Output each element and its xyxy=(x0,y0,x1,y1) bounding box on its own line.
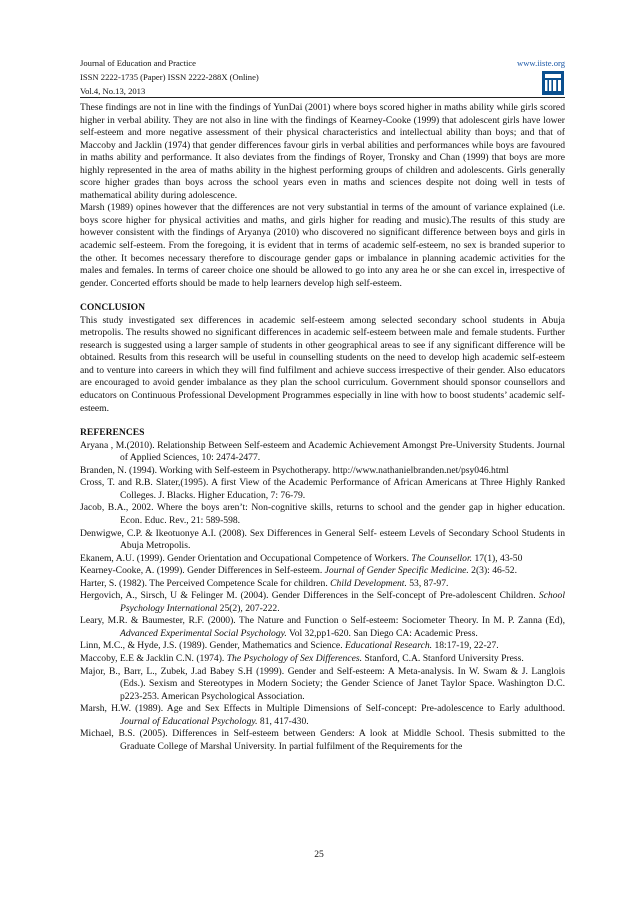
reference-item xyxy=(80,465,565,478)
reference-text: 2(3): 46-52. xyxy=(468,565,518,577)
reference-text: Stanford, C.A. Stanford University Press. xyxy=(361,652,524,664)
issn-line: ISSN 2222-1735 (Paper) ISSN 2222-288X (Online) xyxy=(80,72,259,82)
conclusion-heading: CONCLUSION xyxy=(80,302,146,314)
reference-text: Vol 32,pp1-620. San Diego CA: Academic Press. xyxy=(286,627,478,639)
reference-text: Linn, M.C., & Hyde, J.S. (1989). Gender, Mathematics and Science. xyxy=(80,640,345,652)
reference-text: Branden, N. (1994). Working with Self-esteem in Psychotherapy. http://www.nathanielbranden.net/psy046.html xyxy=(80,464,509,476)
reference-item xyxy=(80,666,565,704)
volume-line: Vol.4, No.13, 2013 xyxy=(80,86,146,96)
reference-text: 17(1), 43-50 xyxy=(472,552,523,564)
reference-text: Cross, T. and R.B. Slater,(1995). A first View of the Academic Performance of African Americans at Three Highly Ranked Colleges. J. Blacks. Higher Education, 7: 76-79. xyxy=(80,477,565,501)
journal-name: Journal of Education and Practice xyxy=(80,58,196,68)
reference-source: Child Development. xyxy=(330,577,407,589)
reference-text: Hergovich, A., Sirsch, U & Felinger M. (2004). Gender Differences in the Self-concept of Pre-adolescent Children. xyxy=(80,590,539,602)
paragraph: These findings are not in line with the findings of YunDai (2001) where boys scored higher in maths ability while girls scored higher in verbal ability. They are not also in line with the findings of Kearney-Cooke (1999) that adolescent girls have lower self-esteem and more negative assessment of their physical characteristics and intellectual ability than boys; and that of Maccoby and Jacklin (1974) that gender differences favour girls in verbal abilities and performances while boys are favoured in maths ability and performance. It also deviates from the findings of Royer, Tronsky and Chan (1999) that boys are more highly represented in the area of maths ability in the highest performing groups of children and adolescents. Girls generally score higher grades than boys across the school years even in maths and sciences despite not doing well in tests of mathematical ability during adolescence. xyxy=(80,102,565,201)
journal-url-link[interactable]: www.iiste.org xyxy=(517,58,565,68)
reference-source: Educational Research. xyxy=(345,640,433,652)
reference-source: Journal of Educational Psychology. xyxy=(120,715,258,727)
reference-source: School Psychology International xyxy=(120,590,565,614)
reference-text: Maccoby, E.E & Jacklin C.N. (1974). xyxy=(80,652,227,664)
reference-text: Harter, S. (1982). The Perceived Competence Scale for children. xyxy=(80,577,331,589)
reference-item xyxy=(80,728,565,753)
references-heading: REFERENCES xyxy=(80,427,145,439)
reference-text: Michael, B.S. (2005). Differences in Self-esteem between Genders: A look at Middle School. Thesis submitted to the Graduate College of Marshal University. In partial fulfilment of the Requirements for the xyxy=(80,728,565,752)
reference-list xyxy=(80,440,565,754)
iiste-logo xyxy=(541,70,565,96)
reference-item xyxy=(80,502,565,527)
reference-item xyxy=(80,565,565,578)
reference-item xyxy=(80,440,565,465)
reference-text: Kearney-Cooke, A. (1999). Gender Differences in Self-esteem. xyxy=(80,565,325,577)
reference-source: Advanced Experimental Social Psychology. xyxy=(120,627,287,639)
paragraph: Marsh (1989) opines however that the differences are not very substantial in terms of the amount of variance explained (i.e. boys score higher for physical activities and maths, and girls higher for reading and music).The results of this study are however consistent with the findings of Aryanya (2010) who discovered no significant difference between boys and girls in academic self-esteem. From the foregoing, it is evident that in terms of academic self-esteem, no sex is branded superior to the other. It becomes necessary therefore to discourage gender gaps or imbalance in planning academic activities for the males and females. In terms of career choice one should be allowed to go into any area he or she can excel in, irrespective of gender. Concerted efforts should be made to help learners develop high self-esteem. xyxy=(80,202,565,289)
reference-item xyxy=(80,553,565,566)
reference-text: Ekanem, A.U. (1999). Gender Orientation and Occupational Competence of Workers. xyxy=(80,552,412,564)
reference-source: The Counsellor. xyxy=(411,552,473,564)
article-body xyxy=(80,102,565,753)
reference-item xyxy=(80,703,565,728)
reference-text: Marsh, H.W. (1989). Age and Sex Effects in Multiple Dimensions of Self-concept: Pre-adolescence to Early adulthood. xyxy=(80,703,565,715)
reference-text: Aryana , M.(2010). Relationship Between Self-esteem and Academic Achievement Amongst Pre-University Students. Journal of Applied Sciences, 10: 2474-2477. xyxy=(80,439,565,464)
reference-text: 53, 87-97. xyxy=(406,577,449,589)
reference-source: The Psychology of Sex Differences. xyxy=(226,652,362,664)
reference-item xyxy=(80,528,565,553)
reference-item xyxy=(80,477,565,502)
reference-item xyxy=(80,578,565,591)
reference-item xyxy=(80,653,565,666)
reference-source: Journal of Gender Specific Medicine. xyxy=(324,565,469,577)
reference-item xyxy=(80,590,565,615)
reference-text: Denwigwe, C.P. & Ikeotuonye A.I. (2008). Sex Differences in General Self- esteem Levels of Secondary School Students in Abuja Metropolis. xyxy=(80,527,565,552)
reference-text: 25(2), 207-222. xyxy=(217,602,280,614)
reference-text: Major, B., Barr, L., Zubek, J.ad Babey S.H (1999). Gender and Self-esteem: A Meta-analysis. In W. Swam & J. Langlois (Eds.). Sexism and Stereotypes in Modern Society; the Gender Science of Janet Taylor Space. Washington D.C. p223-253. American Psychological Association. xyxy=(80,665,565,702)
reference-text: 18:17-19, 22-27. xyxy=(432,640,499,652)
reference-text: Jacob, B.A., 2002. Where the boys aren’t: Non-cognitive skills, returns to school and the gender gap in higher education. Econ. Educ. Rev., 21: 589-598. xyxy=(80,502,565,526)
header-rule xyxy=(80,97,565,98)
page-header xyxy=(80,56,565,98)
page-number: 25 xyxy=(314,849,324,860)
reference-text: Leary, M.R. & Baumester, R.F. (2000). The Nature and Function o Self-esteem: Sociometer Theory. In M. P. Zanna (Ed), xyxy=(80,615,565,627)
reference-item xyxy=(80,640,565,653)
reference-item xyxy=(80,615,565,640)
conclusion-text: This study investigated sex differences in academic self-esteem among selected secondary school students in Abuja metropolis. The results showed no significant differences in academic self-esteem between male and female students. Further research is suggested using a larger sample of students in other geographical areas to see if any significant difference will be obtained. Results from this research will be useful in counselling students on the need to develop high academic self-esteem and to venture into careers in which they will find fulfilment and achieve success irrespective of their gender. Also educators are encouraged to avoid gender imbalance as they plan the school curriculum. Government should sponsor counsellors and educators on Continuous Professional Development Programmes especially in line with how to boost students’ academic self-esteem. xyxy=(80,314,565,414)
reference-text: 81, 417-430. xyxy=(257,715,309,727)
